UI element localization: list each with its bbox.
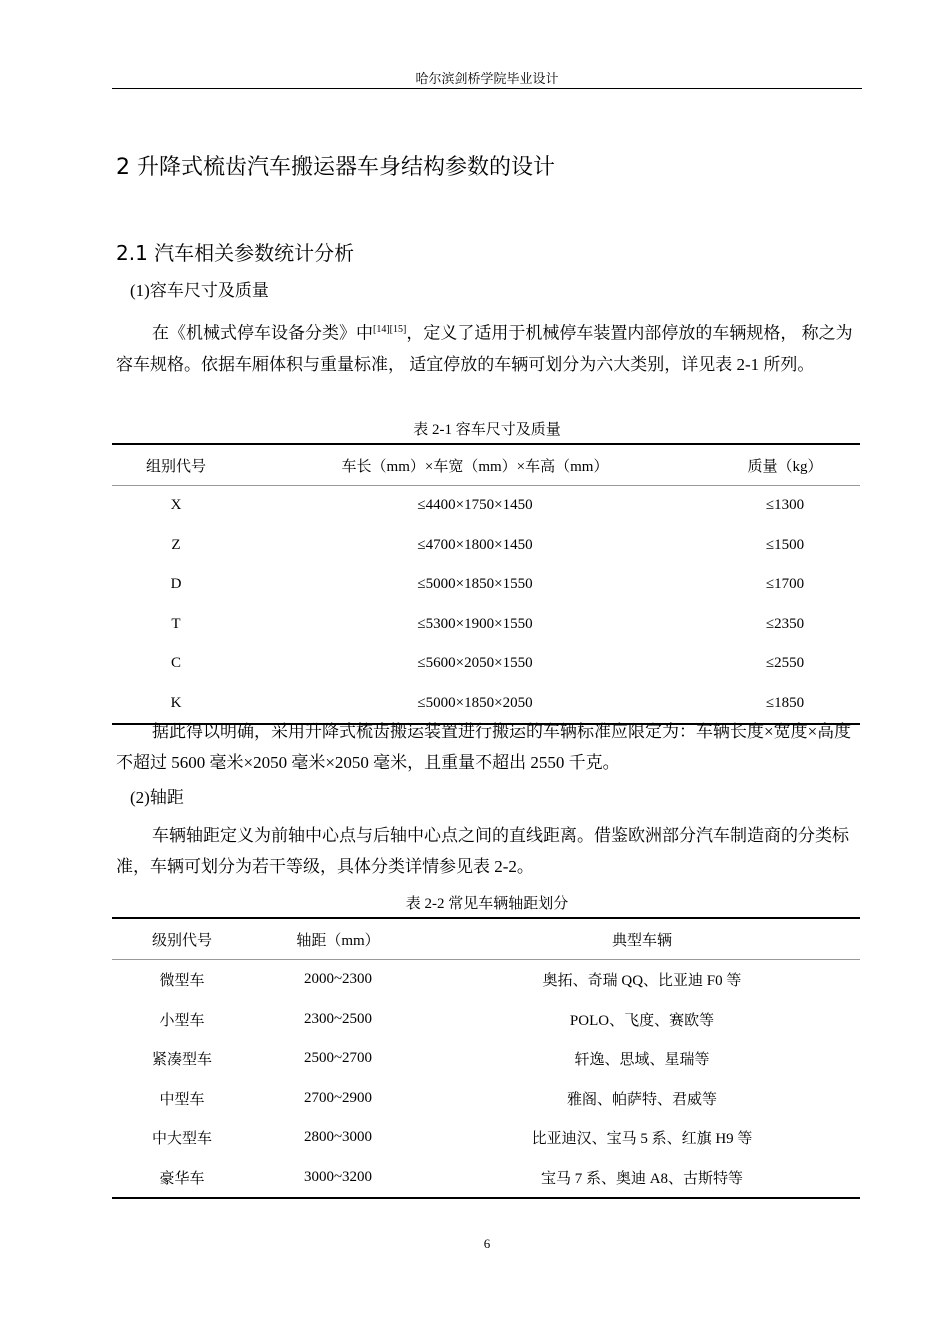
table-cell: ≤5000×1850×1550: [417, 576, 533, 593]
table-cell: ≤1700: [765, 576, 805, 593]
paragraph-3: 车辆轴距定义为前轴中心点与后轴中心点之间的直线距离。借鉴欧洲部分汽车制造商的分类标准，车辆可划分为若干等级，具体分类详情参见表 2-2。: [116, 826, 849, 876]
citation: [14][15]: [373, 324, 407, 335]
subheading-2: (2)轴距: [130, 788, 184, 807]
section-title: 2.1 汽车相关参数统计分析: [116, 241, 355, 265]
table-cell: ≤1850: [765, 694, 805, 711]
table-header-row: [112, 918, 860, 960]
table-row: [112, 1079, 860, 1119]
table-cell: 微型车: [159, 973, 205, 990]
header-divider: [112, 88, 862, 89]
table-row: [112, 644, 860, 684]
table-cell: 雅阁、帕萨特、君威等: [566, 1091, 717, 1108]
page-number: 6: [483, 1236, 491, 1251]
table-row: [112, 486, 860, 526]
chapter-title: 2 升降式梳齿汽车搬运器车身结构参数的设计: [116, 155, 555, 180]
table-cell: ≤4400×1750×1450: [417, 497, 533, 514]
table-row: [112, 565, 860, 605]
table-cell: 豪华车: [159, 1170, 205, 1187]
table-cell: POLO、飞度、赛欧等: [569, 1012, 715, 1029]
table-cell: X: [170, 497, 182, 514]
table-cell: ≤5300×1900×1550: [417, 615, 533, 632]
table-cell: ≤4700×1800×1450: [417, 536, 533, 553]
column-header: 轴距（mm）: [252, 918, 424, 960]
table-cell: 2700~2900: [303, 1089, 373, 1106]
page-header: 哈尔滨剑桥学院毕业设计: [415, 71, 559, 86]
table-row: [112, 1039, 860, 1079]
paragraph-1: [116, 314, 860, 380]
column-header: 典型车辆: [424, 918, 860, 960]
table-cell: K: [170, 694, 182, 711]
paragraph-1-text: 在《机械式停车设备分类》中: [152, 323, 373, 343]
table-cell: ≤2350: [765, 615, 805, 632]
table-cell: D: [170, 576, 182, 593]
table-cell: 轩逸、思域、星瑞等: [574, 1052, 710, 1069]
table-row: [112, 1158, 860, 1199]
table-cell: ≤5000×1850×2050: [417, 694, 533, 711]
table-cell: 2500~2700: [303, 1050, 373, 1067]
table-1-caption: 表 2-1 容车尺寸及质量: [413, 422, 561, 438]
paragraph-2: 据此得以明确，采用升降式梳齿搬运装置进行搬运的车辆标准应限定为：车辆长度×宽度×高度不超过 5600 毫米×2050 毫米×2050 毫米，且重量不超出 2550 千克。: [116, 722, 852, 772]
table-cell: ≤1500: [765, 536, 805, 553]
paragraph-1-text-cont: ，定义了适用于机械停车装置内部停放的车辆规格， 称之为容车规格。依据车厢体积与重量标准， 适宜停放的车辆可划分为六大类别，详见表 2-1 所列。: [116, 323, 853, 374]
table-row: [112, 1118, 860, 1158]
table-cell: 2300~2500: [303, 1010, 373, 1027]
table-cell: 宝马 7 系、奥迪 A8、古斯特等: [540, 1170, 744, 1187]
table-cell: 2800~3000: [303, 1129, 373, 1146]
table-cell: Z: [171, 536, 181, 553]
table-row: [112, 960, 860, 1000]
table-cell: ≤1300: [765, 497, 805, 514]
table-cell: 2000~2300: [303, 971, 373, 988]
table-1: [112, 443, 860, 725]
table-row: [112, 526, 860, 566]
column-header: 车长（mm）×车宽（mm）×车高（mm）: [240, 444, 710, 486]
subheading-1: (1)容车尺寸及质量: [130, 281, 269, 300]
table-header-row: [112, 444, 860, 486]
table-2-caption: 表 2-2 常见车辆轴距划分: [405, 896, 569, 912]
table-cell: T: [171, 615, 181, 632]
table-cell: 小型车: [159, 1012, 205, 1029]
table-cell: 3000~3200: [303, 1168, 373, 1185]
table-row: [112, 1000, 860, 1040]
column-header: 级别代号: [112, 918, 252, 960]
table-cell: 中大型车: [151, 1131, 212, 1148]
column-header: 质量（kg）: [710, 444, 860, 486]
table-cell: ≤5600×2050×1550: [417, 655, 533, 672]
table-cell: C: [170, 655, 181, 672]
table-cell: 中型车: [159, 1091, 205, 1108]
table-cell: 奥拓、奇瑞 QQ、比亚迪 F0 等: [542, 973, 742, 990]
table-2: [112, 917, 860, 1199]
table-cell: 比亚迪汉、宝马 5 系、红旗 H9 等: [531, 1131, 753, 1148]
table-cell: ≤2550: [765, 655, 805, 672]
table-row: [112, 605, 860, 645]
table-cell: 紧凑型车: [151, 1052, 212, 1069]
column-header: 组别代号: [112, 444, 240, 486]
